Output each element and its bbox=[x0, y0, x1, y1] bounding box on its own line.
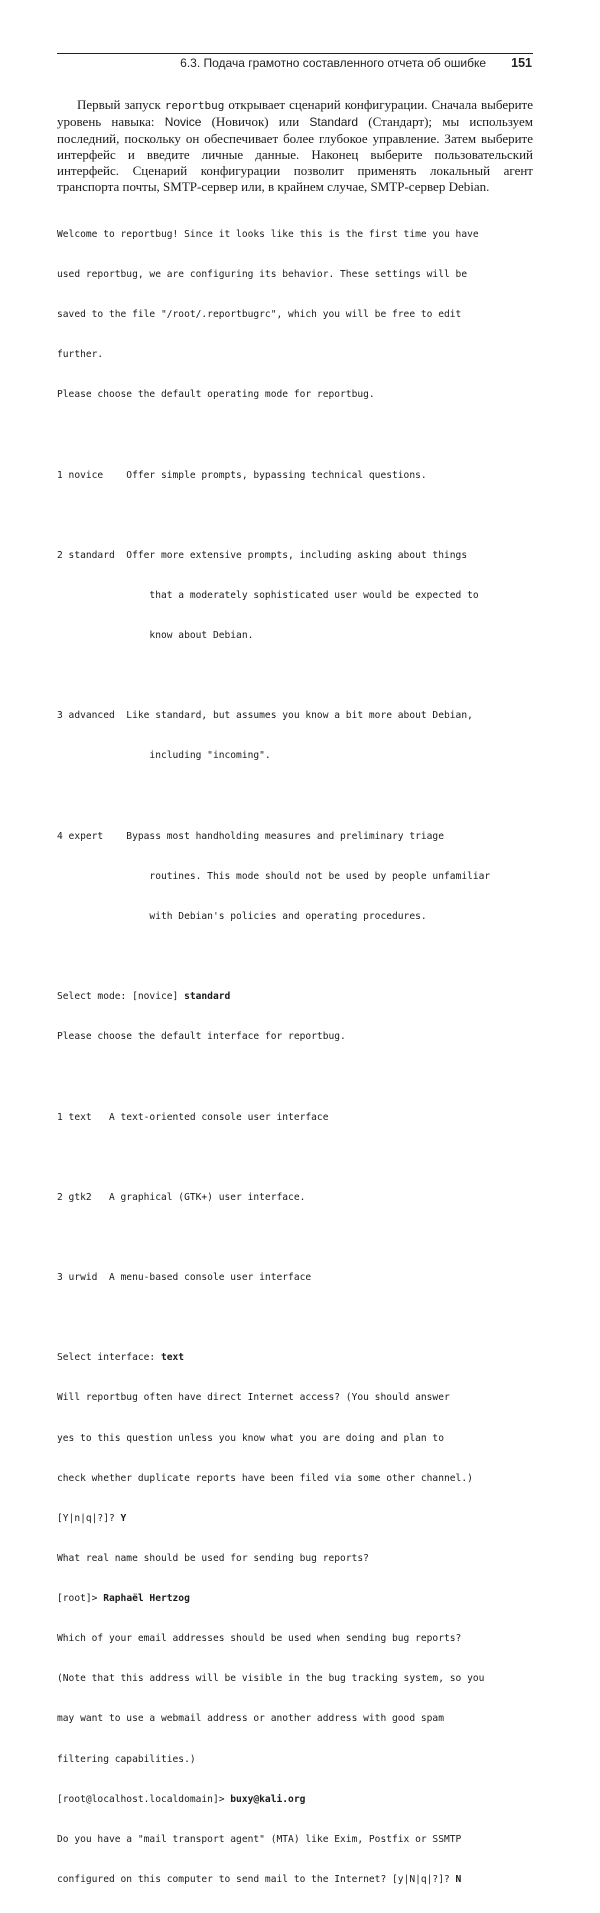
console-blank-line bbox=[57, 428, 533, 441]
console-line: routines. This mode should not be used by people unfamiliar bbox=[57, 870, 491, 882]
console-line: may want to use a webmail address or another address with good spam bbox=[57, 1713, 444, 1725]
console-line: used reportbug, we are configuring its behavior. These settings will be bbox=[57, 268, 468, 280]
console-blank-line bbox=[57, 1070, 533, 1083]
console-blank-line bbox=[57, 790, 533, 803]
console-line: What real name should be used for sending bug reports? bbox=[57, 1552, 369, 1564]
console-line: Will reportbug often have direct Internet access? (You should answer bbox=[57, 1392, 450, 1404]
console-line: (Note that this address will be visible in the bug tracking system, so you bbox=[57, 1673, 485, 1685]
header-rule bbox=[57, 53, 533, 54]
console-line: Please choose the default interface for reportbug. bbox=[57, 1031, 346, 1043]
console-line: saved to the file "/root/.reportbugrc", which you will be free to edit bbox=[57, 309, 462, 320]
console-blank-line bbox=[57, 1151, 533, 1164]
console-blank-line bbox=[57, 1311, 533, 1324]
intro-text-2: открывает сценарий конфигурации. Сначала выберите уровень навыка: bbox=[57, 97, 534, 130]
mode-option-expert: 4 expert Bypass most handholding measures and preliminary triage bbox=[57, 830, 444, 842]
mode-option-standard: 2 standard Offer more extensive prompts, including asking about things bbox=[57, 549, 468, 561]
select-mode-line bbox=[57, 990, 533, 1003]
mta-line bbox=[57, 1873, 533, 1886]
mode-option-advanced: 3 advanced Like standard, but assumes you know a bit more about Debian, bbox=[57, 710, 473, 722]
email-prompt: [root@localhost.localdomain]> bbox=[57, 1793, 231, 1805]
console-line: check whether duplicate reports have been filed via some other channel.) bbox=[57, 1472, 473, 1484]
internet-access-answer: Y bbox=[120, 1512, 127, 1524]
intro-text-3: (Новичок) или bbox=[201, 114, 310, 130]
page-number: 151 bbox=[511, 56, 532, 70]
level-novice: Novice bbox=[164, 115, 202, 130]
select-interface-answer: text bbox=[160, 1352, 185, 1364]
intro-text-4: (Стандарт); мы используем последний, поскольку он обеспечивает более глубокое управление. Затем выберите интерфейс и введите личные данные. Наконец выберите пользовательский интерфейс. Сценарий конфигурации позволит применять локальный агент транспорта почты, SMTP-сервер или, в крайнем случае, SMTP-сервер Debian. bbox=[57, 114, 533, 195]
select-interface-line bbox=[57, 1351, 533, 1364]
running-header-title: 6.3. Подача грамотно составленного отчета об ошибке bbox=[180, 56, 486, 70]
console-blank-line bbox=[57, 950, 533, 963]
intro-paragraph bbox=[57, 97, 533, 196]
console-line: Welcome to reportbug! Since it looks like this is the first time you have bbox=[57, 228, 479, 240]
console-line: know about Debian. bbox=[57, 630, 254, 641]
email-line bbox=[57, 1793, 533, 1806]
select-mode-prompt: Select mode: [novice] bbox=[57, 991, 185, 1003]
console-line: further. bbox=[57, 349, 104, 361]
select-interface-prompt: Select interface: bbox=[57, 1352, 161, 1364]
interface-option-text: 1 text A text-oriented console user interface bbox=[57, 1111, 329, 1123]
console-blank-line bbox=[57, 1231, 533, 1244]
console-line: filtering capabilities.) bbox=[57, 1753, 196, 1765]
real-name-line bbox=[57, 1592, 533, 1605]
email-answer: buxy@kali.org bbox=[230, 1793, 306, 1805]
console-line: yes to this question unless you know what you are doing and plan to bbox=[57, 1432, 444, 1444]
real-name-prompt: [root]> bbox=[57, 1593, 104, 1604]
console-line: that a moderately sophisticated user would be expected to bbox=[57, 589, 479, 601]
mta-prompt: configured on this computer to send mail to the Internet? [y|N|q|?]? bbox=[57, 1873, 456, 1885]
console-line: Please choose the default operating mode for reportbug. bbox=[57, 389, 375, 401]
console-blank-line bbox=[57, 509, 533, 522]
internet-access-line bbox=[57, 1512, 533, 1525]
console-line: with Debian's policies and operating procedures. bbox=[57, 910, 427, 922]
interface-option-urwid: 3 urwid A menu-based console user interface bbox=[57, 1272, 312, 1283]
select-mode-answer: standard bbox=[184, 991, 231, 1003]
mode-option-novice: 1 novice Offer simple prompts, bypassing technical questions. bbox=[57, 469, 427, 481]
internet-access-prompt: [Y|n|q|?]? bbox=[57, 1512, 121, 1524]
real-name-answer: Raphaël Hertzog bbox=[103, 1593, 190, 1604]
console-line: including "incoming". bbox=[57, 750, 271, 762]
intro-text-1: Первый запуск bbox=[77, 97, 165, 112]
console-blank-line bbox=[57, 669, 533, 682]
console-line: Which of your email addresses should be used when sending bug reports? bbox=[57, 1633, 462, 1645]
console-listing bbox=[57, 201, 533, 1913]
console-line: Do you have a "mail transport agent" (MTA) like Exim, Postfix or SSMTP bbox=[57, 1833, 462, 1845]
level-standard: Standard bbox=[309, 115, 359, 130]
interface-option-gtk2: 2 gtk2 A graphical (GTK+) user interface. bbox=[57, 1191, 306, 1203]
command-reportbug: reportbug bbox=[164, 99, 225, 112]
mta-answer: N bbox=[455, 1873, 462, 1885]
